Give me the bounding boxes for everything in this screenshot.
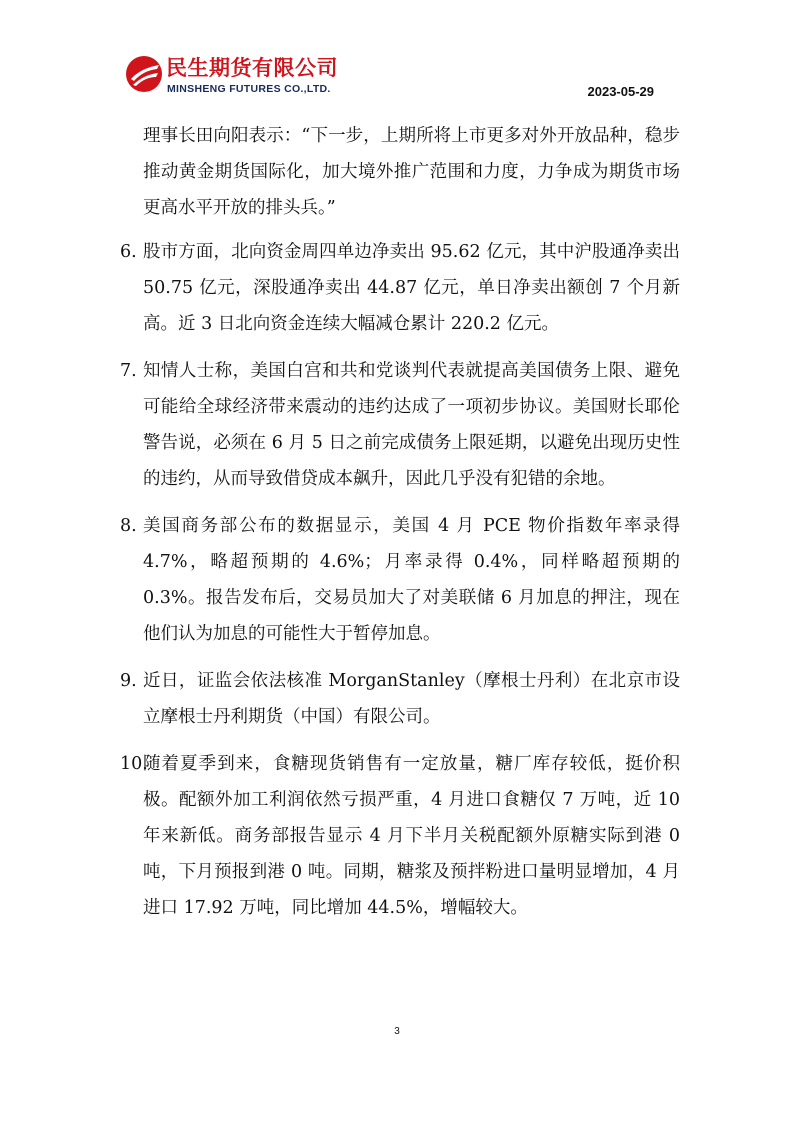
item-number: 8. [120,516,137,536]
news-item-9 [120,663,680,735]
company-name-en: MINSHENG FUTURES CO.,LTD. [167,83,331,95]
paragraph-text: 知情人士称，美国白宫和共和党谈判代表就提高美国债务上限、避免可能给全球经济带来震动的违约达成了一项初步协议。美国财长耶伦警告说，必须在 6 月 5 日之前完成债务上限延期，以避免出现历史性的违约，从而导致借贷成本飙升，因此几乎没有犯错的余地。 [143,361,680,489]
page-header [124,54,670,104]
news-item-10 [120,746,680,926]
minsheng-logo-icon [124,54,164,94]
paragraph-text: 美国商务部公布的数据显示，美国 4 月 PCE 物价指数年率录得 4.7%，略超预期的 4.6%；月率录得 0.4%，同样略超预期的 0.3%。报告发布后，交易员加大了对美联储 6 月加息的押注，现在他们认为加息的可能性大于暂停加息。 [143,516,680,644]
continued-paragraph [120,118,680,226]
news-item-6 [120,234,680,342]
page-number: 3 [394,1026,400,1037]
paragraph-text: 理事长田向阳表示：“下一步，上期所将上市更多对外开放品种，稳步推动黄金期货国际化，加大境外推广范围和力度，力争成为期货市场更高水平开放的排头兵。” [143,126,680,218]
paragraph-text: 近日，证监会依法核准 MorganStanley（摩根士丹利）在北京市设立摩根士丹利期货（中国）有限公司。 [143,671,680,727]
paragraph-text: 随着夏季到来，食糖现货销售有一定放量，糖厂库存较低，挺价积极。配额外加工利润依然亏损严重，4 月进口食糖仅 7 万吨，近 10 年来新低。商务部报告显示 4 月下半月关税配额外原糖实际到港 0 吨，下月预报到港 0 吨。同期，糖浆及预拌粉进口量明显增加，4 月进口 17.92 万吨，同比增加 44.5%，增幅较大。 [143,754,680,918]
item-number: 9. [120,671,137,691]
company-name-cn: 民生期货有限公司 [166,56,338,80]
item-number: 10. [120,754,148,774]
paragraph-text: 股市方面，北向资金周四单边净卖出 95.62 亿元，其中沪股通净卖出 50.75 亿元，深股通净卖出 44.87 亿元，单日净卖出额创 7 个月新高。近 3 日北向资金连续大幅减仓累计 220.2 亿元。 [143,242,680,334]
news-item-7 [120,353,680,497]
item-number: 6. [120,242,137,262]
report-date: 2023-05-29 [587,84,654,99]
news-item-8 [120,508,680,652]
report-body [120,118,680,937]
item-number: 7. [120,361,137,381]
